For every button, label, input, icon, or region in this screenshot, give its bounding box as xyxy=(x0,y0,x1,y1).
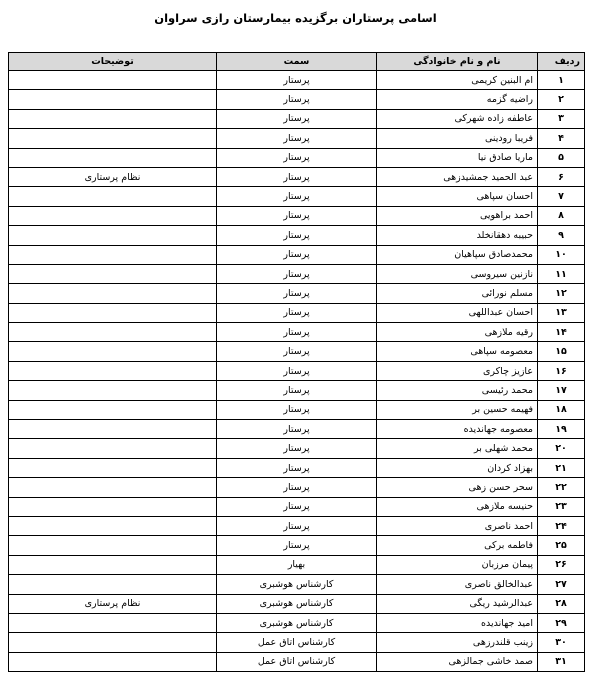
full-name-cell: نازنین سیروسی xyxy=(377,264,538,283)
notes-cell xyxy=(9,478,217,497)
table-row xyxy=(9,381,585,400)
full-name-cell: بهزاد کردان xyxy=(377,458,538,477)
table-header-row xyxy=(9,53,585,71)
row-number-cell: ۵ xyxy=(538,148,585,167)
table-row xyxy=(9,187,585,206)
full-name-cell: عبدالخالق ناصری xyxy=(377,575,538,594)
notes-cell xyxy=(9,264,217,283)
notes-cell xyxy=(9,633,217,652)
notes-cell xyxy=(9,323,217,342)
table-row xyxy=(9,342,585,361)
table-row xyxy=(9,303,585,322)
full-name-cell: امید جهاندیده xyxy=(377,613,538,632)
position-cell: پرستار xyxy=(217,497,377,516)
table-row xyxy=(9,439,585,458)
row-number-cell: ۲۳ xyxy=(538,497,585,516)
notes-cell xyxy=(9,439,217,458)
table-row xyxy=(9,361,585,380)
row-number-cell: ۱۲ xyxy=(538,284,585,303)
row-number-cell: ۳۱ xyxy=(538,652,585,671)
row-number-cell: ۱۸ xyxy=(538,400,585,419)
notes-cell xyxy=(9,109,217,128)
row-number-cell: ۲۲ xyxy=(538,478,585,497)
full-name-cell: عبد الحمید جمشیدزهی xyxy=(377,167,538,186)
row-number-cell: ۱۳ xyxy=(538,303,585,322)
full-name-cell: فهیمه حسین بر xyxy=(377,400,538,419)
position-cell: پرستار xyxy=(217,148,377,167)
position-cell: کارشناس هوشبری xyxy=(217,594,377,613)
notes-cell xyxy=(9,575,217,594)
position-cell: پرستار xyxy=(217,284,377,303)
full-name-cell: معصومه سپاهی xyxy=(377,342,538,361)
table-row xyxy=(9,167,585,186)
table-row xyxy=(9,226,585,245)
notes-cell xyxy=(9,284,217,303)
position-cell: پرستار xyxy=(217,226,377,245)
row-number-cell: ۶ xyxy=(538,167,585,186)
full-name-cell: محمد رئیسی xyxy=(377,381,538,400)
position-cell: پرستار xyxy=(217,361,377,380)
table-row xyxy=(9,536,585,555)
notes-cell xyxy=(9,129,217,148)
position-cell: پرستار xyxy=(217,342,377,361)
full-name-cell: محمدصادق سپاهیان xyxy=(377,245,538,264)
table-row xyxy=(9,323,585,342)
full-name-cell: فاطمه برکی xyxy=(377,536,538,555)
row-number-cell: ۲۷ xyxy=(538,575,585,594)
notes-cell xyxy=(9,420,217,439)
position-cell: پرستار xyxy=(217,478,377,497)
row-number-cell: ۲۴ xyxy=(538,516,585,535)
notes-cell xyxy=(9,187,217,206)
row-number-cell: ۲۹ xyxy=(538,613,585,632)
position-cell: پرستار xyxy=(217,129,377,148)
table-row xyxy=(9,633,585,652)
row-number-cell: ۳ xyxy=(538,109,585,128)
table-row xyxy=(9,458,585,477)
full-name-cell: مسلم نورائی xyxy=(377,284,538,303)
notes-cell xyxy=(9,303,217,322)
table-row xyxy=(9,129,585,148)
row-number-cell: ۲۵ xyxy=(538,536,585,555)
table-row xyxy=(9,206,585,225)
page-title: اسامی پرستاران برگزیده بیمارستان رازی سراوان xyxy=(154,11,437,25)
full-name-cell: زینب قلندرزهی xyxy=(377,633,538,652)
notes-cell xyxy=(9,400,217,419)
row-number-cell: ۱۵ xyxy=(538,342,585,361)
notes-cell xyxy=(9,613,217,632)
notes-cell xyxy=(9,497,217,516)
position-cell: پرستار xyxy=(217,458,377,477)
position-cell: پرستار xyxy=(217,245,377,264)
header-full-name: نام و نام خانوادگی xyxy=(377,53,538,71)
position-cell: پرستار xyxy=(217,71,377,90)
full-name-cell: رقیه ملازهی xyxy=(377,323,538,342)
position-cell: کارشناس اتاق عمل xyxy=(217,652,377,671)
row-number-cell: ۱۴ xyxy=(538,323,585,342)
position-cell: پرستار xyxy=(217,303,377,322)
table-row xyxy=(9,400,585,419)
notes-cell xyxy=(9,361,217,380)
table-row xyxy=(9,516,585,535)
full-name-cell: احمد براهویی xyxy=(377,206,538,225)
full-name-cell: عازیز چاکری xyxy=(377,361,538,380)
notes-cell xyxy=(9,148,217,167)
notes-cell xyxy=(9,536,217,555)
full-name-cell: حنیسه ملازهی xyxy=(377,497,538,516)
position-cell: پرستار xyxy=(217,516,377,535)
position-cell: پرستار xyxy=(217,187,377,206)
full-name-cell: احسان عبداللهی xyxy=(377,303,538,322)
notes-cell xyxy=(9,71,217,90)
row-number-cell: ۱۶ xyxy=(538,361,585,380)
position-cell: پرستار xyxy=(217,90,377,109)
full-name-cell: حبیبه دهقانخلد xyxy=(377,226,538,245)
position-cell: کارشناس هوشبری xyxy=(217,575,377,594)
row-number-cell: ۲۱ xyxy=(538,458,585,477)
table-row xyxy=(9,555,585,574)
notes-cell xyxy=(9,90,217,109)
position-cell: کارشناس هوشبری xyxy=(217,613,377,632)
table-row xyxy=(9,594,585,613)
row-number-cell: ۸ xyxy=(538,206,585,225)
nurses-table xyxy=(8,52,585,672)
notes-cell xyxy=(9,245,217,264)
notes-cell: نظام پرستاری xyxy=(9,167,217,186)
position-cell: کارشناس اتاق عمل xyxy=(217,633,377,652)
position-cell: پرستار xyxy=(217,400,377,419)
table-row xyxy=(9,575,585,594)
full-name-cell: عبدالرشید ریگی xyxy=(377,594,538,613)
row-number-cell: ۳۰ xyxy=(538,633,585,652)
table-row xyxy=(9,148,585,167)
full-name-cell: راضیه گزمه xyxy=(377,90,538,109)
row-number-cell: ۱۱ xyxy=(538,264,585,283)
notes-cell xyxy=(9,226,217,245)
header-row-number: ردیف xyxy=(538,53,585,71)
full-name-cell: عاطفه زاده شهرکی xyxy=(377,109,538,128)
row-number-cell: ۱۷ xyxy=(538,381,585,400)
notes-cell xyxy=(9,381,217,400)
notes-cell xyxy=(9,206,217,225)
row-number-cell: ۱۹ xyxy=(538,420,585,439)
table-row xyxy=(9,652,585,671)
full-name-cell: فریبا رودینی xyxy=(377,129,538,148)
position-cell: بهیار xyxy=(217,555,377,574)
position-cell: پرستار xyxy=(217,109,377,128)
header-notes: توضیحات xyxy=(9,53,217,71)
header-position: سمت xyxy=(217,53,377,71)
table-row xyxy=(9,613,585,632)
table-row xyxy=(9,420,585,439)
row-number-cell: ۲ xyxy=(538,90,585,109)
row-number-cell: ۲۶ xyxy=(538,555,585,574)
notes-cell xyxy=(9,516,217,535)
position-cell: پرستار xyxy=(217,439,377,458)
table-row xyxy=(9,264,585,283)
row-number-cell: ۲۸ xyxy=(538,594,585,613)
table-row xyxy=(9,90,585,109)
position-cell: پرستار xyxy=(217,323,377,342)
row-number-cell: ۲۰ xyxy=(538,439,585,458)
row-number-cell: ۹ xyxy=(538,226,585,245)
full-name-cell: پیمان مرزبان xyxy=(377,555,538,574)
notes-cell xyxy=(9,342,217,361)
full-name-cell: محمد شهلی بر xyxy=(377,439,538,458)
position-cell: پرستار xyxy=(217,381,377,400)
full-name-cell: صمد خاشی جمالزهی xyxy=(377,652,538,671)
full-name-cell: احسان سپاهی xyxy=(377,187,538,206)
notes-cell xyxy=(9,458,217,477)
full-name-cell: معصومه جهاندیده xyxy=(377,420,538,439)
position-cell: پرستار xyxy=(217,167,377,186)
row-number-cell: ۱۰ xyxy=(538,245,585,264)
full-name-cell: سحر حسن زهی xyxy=(377,478,538,497)
row-number-cell: ۴ xyxy=(538,129,585,148)
notes-cell xyxy=(9,652,217,671)
table-row xyxy=(9,245,585,264)
row-number-cell: ۷ xyxy=(538,187,585,206)
table-row xyxy=(9,497,585,516)
full-name-cell: احمد ناصری xyxy=(377,516,538,535)
table-row xyxy=(9,478,585,497)
table-row xyxy=(9,109,585,128)
position-cell: پرستار xyxy=(217,264,377,283)
notes-cell xyxy=(9,555,217,574)
full-name-cell: ماریا صادق نیا xyxy=(377,148,538,167)
table-row xyxy=(9,71,585,90)
position-cell: پرستار xyxy=(217,536,377,555)
notes-cell: نظام پرستاری xyxy=(9,594,217,613)
row-number-cell: ۱ xyxy=(538,71,585,90)
position-cell: پرستار xyxy=(217,206,377,225)
position-cell: پرستار xyxy=(217,420,377,439)
full-name-cell: ام البنین کریمی xyxy=(377,71,538,90)
table-row xyxy=(9,284,585,303)
